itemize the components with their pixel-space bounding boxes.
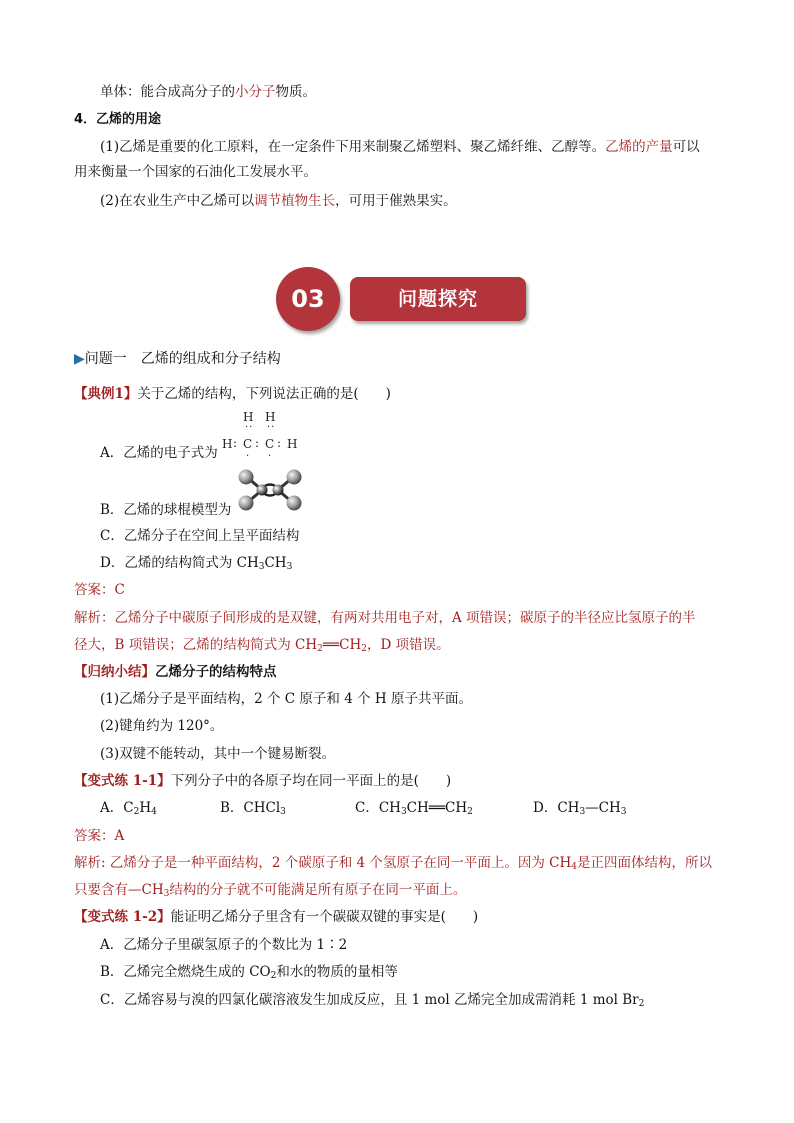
answer-2: 答案：A — [74, 828, 125, 844]
text: (1)乙烯是重要的化工原料，在一定条件下用来制聚乙烯塑料、聚乙烯纤维、乙醇等。 — [100, 139, 606, 155]
variant-1-1-option-b — [220, 798, 286, 818]
electron-pair: ·· — [267, 422, 276, 433]
subscript: 3 — [400, 807, 407, 817]
formula-h: H — [222, 437, 233, 451]
explanation-2-line-1 — [74, 853, 712, 873]
use-paragraph-2 — [100, 191, 457, 211]
formula-colon: : — [233, 436, 238, 450]
use-paragraph-1-cont: 用来衡量一个国家的石油化工发展水平。 — [74, 164, 317, 180]
formula-colon: : — [277, 436, 282, 450]
explanation-1-line-2 — [74, 635, 450, 655]
text: C．CH — [355, 800, 401, 816]
ball-and-stick-model-image — [232, 468, 308, 512]
summary-heading — [74, 662, 277, 682]
text: 和水的物质的量相等 — [276, 964, 398, 980]
subscript: 3 — [258, 562, 265, 572]
summary-item-2: (2)键角约为 120°。 — [100, 718, 224, 734]
subscript: 2 — [317, 644, 323, 654]
highlight-text: 小分子 — [235, 84, 276, 100]
subscript: 3 — [579, 807, 586, 817]
section-banner — [276, 267, 528, 335]
text: 径大，B 项错误；乙烯的结构简式为 CH — [74, 637, 318, 653]
text: ，可用于催熟果实。 — [335, 193, 457, 209]
electron-dot: · — [246, 451, 251, 462]
text: CH══CH — [406, 800, 468, 816]
subscript: 2 — [361, 644, 367, 654]
example-1-option-c: C．乙烯分子在空间上呈平面结构 — [100, 528, 300, 544]
summary-item-3: (3)双键不能转动，其中一个键易断裂。 — [100, 746, 336, 762]
h-atom — [239, 496, 254, 511]
text: 解析: 乙烯分子是一种平面结构，2 个碳原子和 4 个氢原子在同一平面上。因为 CH — [74, 855, 572, 871]
text: —CH — [585, 800, 621, 816]
use-paragraph-1 — [100, 137, 700, 157]
summary-title: 乙烯分子的结构特点 — [155, 664, 277, 680]
example-1-option-b: B．乙烯的球棍模型为 — [100, 502, 232, 518]
h-atom — [287, 496, 302, 511]
variant-tag: 【变式练 1-1】 — [74, 773, 171, 789]
subscript: 2 — [467, 807, 473, 817]
text: D．乙烯的结构简式为 CH — [100, 555, 259, 571]
variant-1-2-option-a: A．乙烯分子里碳氢原子的个数比为 1∶2 — [100, 937, 348, 953]
formula-h: H — [287, 437, 298, 451]
summary-item-1: (1)乙烯分子是平面结构，2 个 C 原子和 4 个 H 原子共平面。 — [100, 691, 472, 707]
section-label: 问题探究 — [397, 288, 478, 310]
subscript: 3 — [286, 562, 293, 572]
monomer-definition — [100, 82, 316, 102]
section-4-title: 4．乙烯的用途 — [74, 112, 162, 127]
subscript: 3 — [280, 807, 286, 817]
subscript: 2 — [270, 971, 277, 981]
text: CH — [264, 555, 287, 571]
text: 是正四面体结构，所以 — [577, 855, 713, 871]
c-atom — [273, 485, 284, 496]
text: ，D 项错误。 — [366, 637, 450, 653]
variant-1-2-option-c — [100, 990, 644, 1010]
variant-1-1-stem — [74, 771, 451, 791]
text: C．乙烯容易与溴的四氯化碳溶液发生加成反应，且 1 mol 乙烯完全加成需消耗 1 mol Br — [100, 992, 639, 1008]
variant-tag: 【变式练 1-2】 — [74, 909, 171, 925]
text: 可以 — [672, 139, 700, 155]
variant-1-1-option-d — [533, 798, 627, 818]
text: 问题一 乙烯的组成和分子结构 — [84, 351, 281, 367]
text: (2)在农业生产中乙烯可以 — [100, 193, 255, 209]
text: D．CH — [533, 800, 580, 816]
example-tag: 【典例1】 — [74, 386, 138, 402]
variant-1-1-option-c — [355, 798, 473, 818]
example-1-option-d — [100, 553, 292, 573]
highlight-text: 乙烯的产量 — [605, 139, 673, 155]
subscript: 4 — [571, 862, 578, 872]
electron-dot: · — [268, 451, 273, 462]
text: A．C — [100, 800, 134, 816]
text: 单体：能合成高分子的 — [100, 84, 235, 100]
arrow-icon: ▶ — [74, 351, 85, 367]
text: B．CHCl — [220, 800, 281, 816]
formula-c: C — [265, 437, 275, 451]
formula-h: H — [265, 410, 276, 424]
formula-c: C — [243, 437, 253, 451]
text: 关于乙烯的结构，下列说法正确的是( ) — [137, 386, 391, 402]
electron-pair: ·· — [245, 422, 254, 433]
text: B．乙烯完全燃烧生成的 CO — [100, 964, 271, 980]
subscript: 2 — [638, 999, 645, 1009]
text: 物质。 — [275, 84, 316, 100]
h-atom — [239, 470, 254, 485]
section-number-badge — [276, 267, 340, 331]
example-1-option-a: A．乙烯的电子式为 — [100, 445, 218, 461]
h-atom — [287, 470, 302, 485]
section-number: 03 — [291, 285, 325, 313]
c-atom — [257, 485, 268, 496]
highlight-text: 调节植物生长 — [254, 193, 336, 209]
explanation-2-line-2 — [74, 880, 466, 900]
subscript: 3 — [620, 807, 627, 817]
subscript: 2 — [133, 807, 140, 817]
text: CH — [339, 637, 362, 653]
explanation-1-line-1: 解析：乙烯分子中碳原子间形成的是双键，有两对共用电子对，A 项错误；碳原子的半径应比氢原子的半 — [74, 610, 696, 626]
text: 下列分子中的各原子均在同一平面上的是( ) — [170, 773, 452, 789]
variant-1-1-option-a — [100, 798, 157, 818]
subscript: 4 — [151, 807, 157, 817]
text: 结构的分子就不可能满足所有原子在同一平面上。 — [169, 882, 467, 898]
example-1-stem — [74, 384, 391, 404]
variant-1-2-option-b — [100, 962, 398, 982]
double-bond: ══ — [322, 637, 340, 653]
text: H — [139, 800, 152, 816]
formula-h: H — [243, 410, 254, 424]
section-label-pill — [350, 277, 526, 321]
subscript: 3 — [163, 889, 170, 899]
question-1-heading — [74, 349, 281, 369]
text: 能证明乙烯分子里含有一个碳碳双键的事实是( ) — [170, 909, 479, 925]
formula-colon: : — [255, 436, 260, 450]
text: 只要含有—CH — [74, 882, 164, 898]
variant-1-2-stem — [74, 907, 478, 927]
answer-1: 答案：C — [74, 582, 125, 598]
ethylene-electron-formula — [222, 410, 302, 460]
summary-tag: 【归纳小结】 — [74, 664, 155, 680]
